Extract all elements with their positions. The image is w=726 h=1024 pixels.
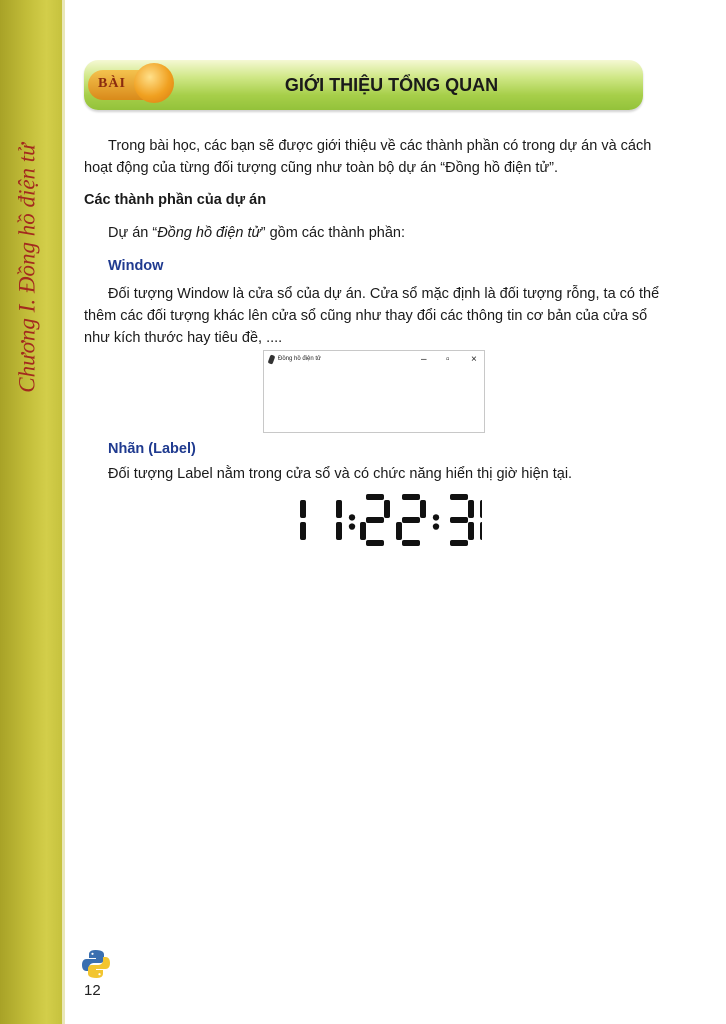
clock-segment [366, 517, 384, 523]
clock-colon-dot [433, 514, 439, 520]
clock-colon-dot [349, 514, 355, 520]
minimize-icon: – [421, 354, 427, 365]
clock-segment [300, 500, 306, 518]
clock-segment [402, 540, 420, 546]
label-description: Đối tượng Label nằm trong cửa sổ và có chức năng hiển thị giờ hiện tại. [108, 466, 573, 482]
clock-segment [300, 522, 306, 540]
lesson-title: GIỚI THIỆU TỔNG QUAN [284, 75, 499, 95]
window-description: Đối tượng Window là cửa sổ của dự án. Cửa sổ mặc định là đối tượng rỗng, ta có thể thêm các đối tượng khác lên cửa sổ cũng như thay đổi các thông tin cơ bản của cửa sổ như kích thước hay tiêu đề, .... [84, 286, 660, 346]
clock-segment [480, 522, 482, 540]
label-heading: Nhãn (Label) [108, 441, 196, 457]
lesson-content [84, 135, 670, 349]
digital-clock-display [272, 490, 482, 550]
window-demo-titlebar [264, 351, 484, 371]
clock-segment [384, 500, 390, 518]
clock-segment [366, 494, 384, 500]
window-demo-screenshot [263, 350, 485, 433]
lesson-badge-circle [134, 63, 174, 103]
lesson-banner [84, 57, 643, 117]
clock-segment [402, 517, 420, 523]
components-heading: Các thành phần của dự án [84, 192, 267, 208]
clock-segment [402, 494, 420, 500]
components-intro-prefix: Dự án “ [108, 225, 158, 241]
clock-digit-2 [360, 494, 390, 546]
project-name: Đồng hồ điện tử [157, 225, 261, 241]
clock-segment [336, 522, 342, 540]
clock-segment [360, 522, 366, 540]
clock-segment [450, 494, 468, 500]
clock-segment [420, 500, 426, 518]
chapter-title: Chương I. Đồng hồ điện tử [15, 142, 40, 393]
clock-segment [396, 522, 402, 540]
clock-colon-dot [349, 523, 355, 529]
feather-icon [268, 354, 276, 364]
lesson-badge-label: BÀI [98, 76, 126, 91]
window-heading: Window [108, 258, 164, 274]
clock-digit-1 [300, 500, 306, 540]
clock-segment [336, 500, 342, 518]
clock-digit-3 [450, 494, 474, 546]
clock-digit-6 [480, 494, 482, 546]
clock-digit-1 [336, 500, 342, 540]
clock-segment [450, 517, 468, 523]
sidebar-edge [62, 0, 65, 1024]
clock-segment [480, 500, 482, 518]
components-intro-suffix: ” gồm các thành phần: [260, 225, 406, 241]
clock-segment [468, 500, 474, 518]
clock-segment [450, 540, 468, 546]
digital-clock [272, 490, 482, 550]
python-logo-icon [80, 948, 112, 980]
clock-colon-dot [433, 523, 439, 529]
page-number: 12 [84, 982, 101, 999]
components-intro [84, 222, 670, 244]
clock-segment [468, 522, 474, 540]
clock-segment [366, 540, 384, 546]
clock-digit-2 [396, 494, 426, 546]
chapter-title-container [2, 95, 54, 440]
intro-paragraph: Trong bài học, các bạn sẽ được giới thiệu về các thành phần có trong dự án và cách hoạt động của từng đối tượng cũng như toàn bộ dự án “Đồng hồ điện tử”. [84, 138, 652, 176]
maximize-icon: ▫ [446, 354, 450, 365]
window-demo-title: Đồng hồ điện tử [278, 356, 322, 362]
close-icon: × [471, 354, 477, 365]
